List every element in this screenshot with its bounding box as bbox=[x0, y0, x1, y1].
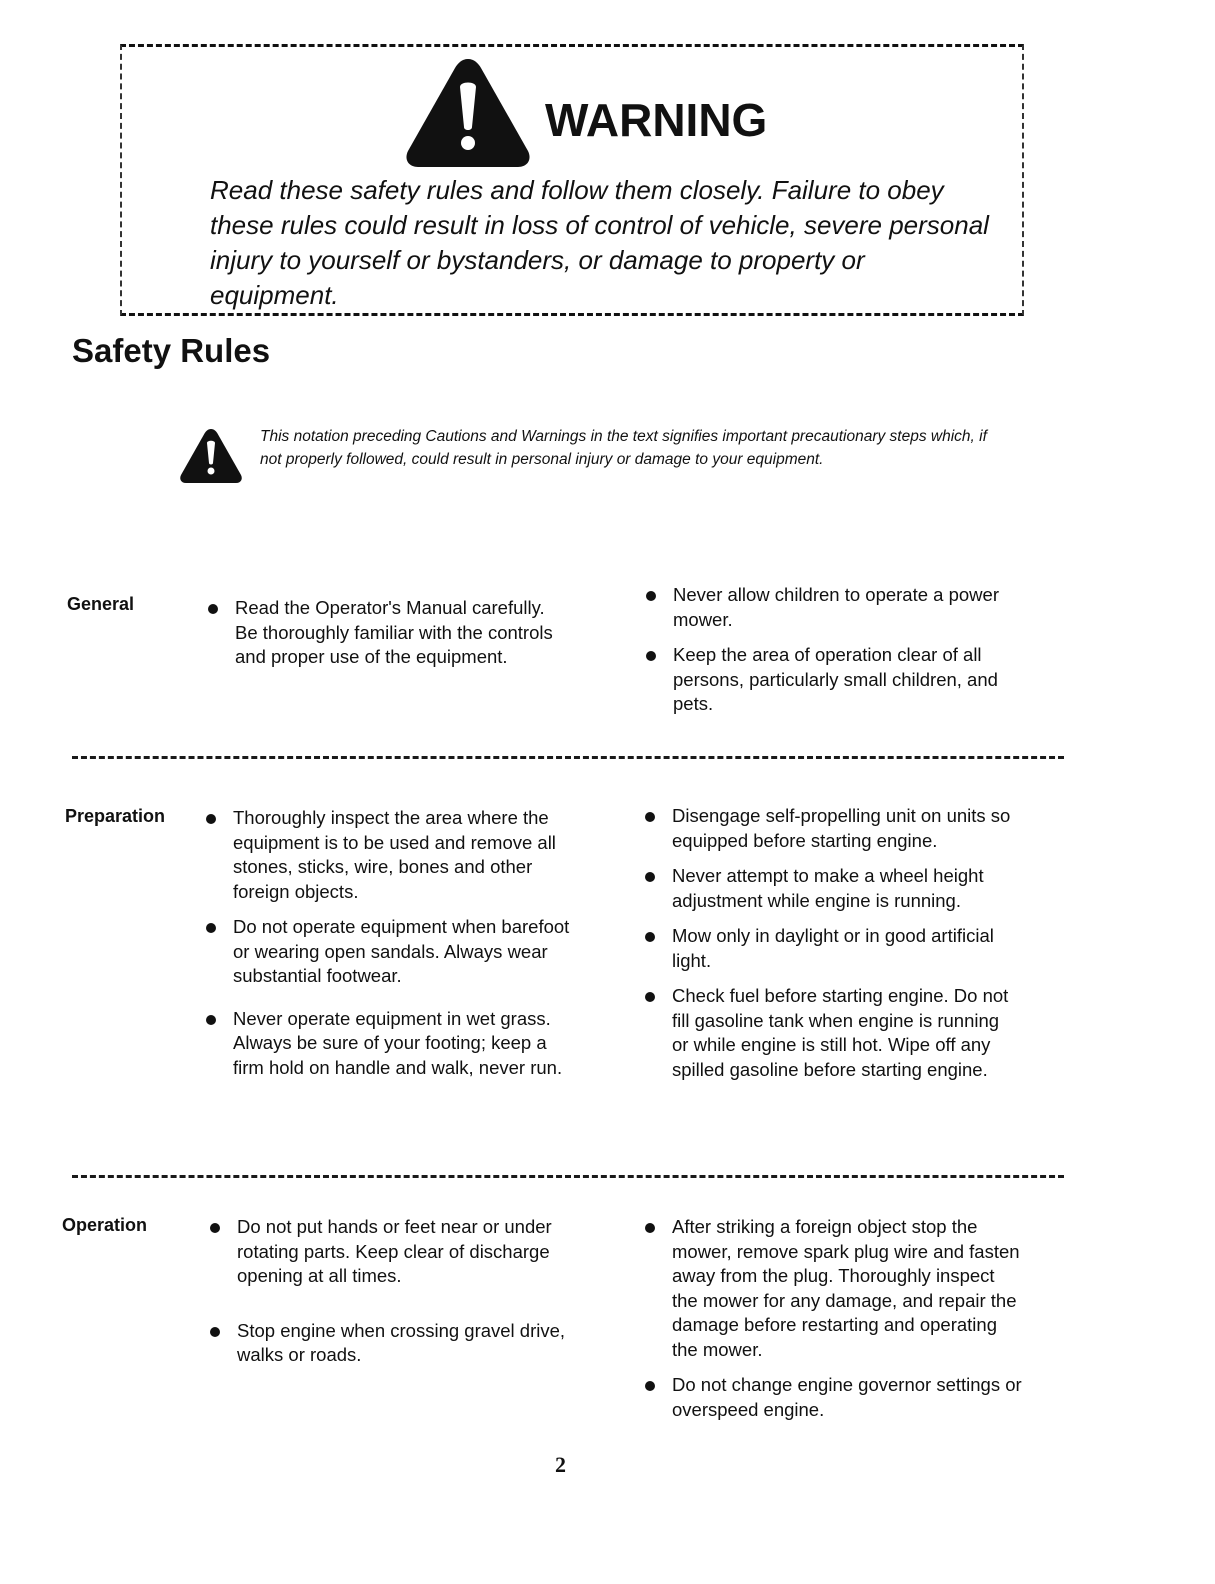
preparation-left-list bbox=[206, 806, 576, 1091]
bullet-icon bbox=[208, 604, 218, 614]
bullet-icon bbox=[206, 1015, 216, 1025]
general-left-list bbox=[208, 596, 568, 681]
bullet-icon bbox=[210, 1327, 220, 1337]
list-item: Stop engine when crossing gravel drive, walks or roads. bbox=[210, 1319, 580, 1368]
warning-box bbox=[120, 44, 1024, 316]
warning-header bbox=[402, 55, 822, 175]
bullet-icon bbox=[645, 1223, 655, 1233]
bullet-icon bbox=[646, 591, 656, 601]
section-divider bbox=[72, 1175, 1064, 1178]
warning-text: Read these safety rules and follow them closely. Failure to obey these rules could result in loss of control of vehicle, severe personal injury to yourself or bystanders, or damage to property or equipment. bbox=[210, 175, 989, 310]
bullet-icon bbox=[645, 932, 655, 942]
section-divider bbox=[72, 756, 1064, 759]
bullet-icon bbox=[645, 812, 655, 822]
bullet-icon bbox=[206, 923, 216, 933]
notation-text: This notation preceding Cautions and Warnings in the text signifies important precautionary steps which, if not properly followed, could result in personal injury or damage to your equipment. bbox=[260, 428, 987, 468]
bullet-icon bbox=[645, 872, 655, 882]
warning-triangle-icon bbox=[402, 55, 534, 171]
operation-left-list bbox=[210, 1215, 580, 1379]
page-title: Safety Rules bbox=[72, 332, 271, 369]
general-right-list bbox=[646, 583, 1016, 728]
list-item: Never allow children to operate a power mower. bbox=[646, 583, 1016, 632]
section-label-operation: Operation bbox=[62, 1215, 148, 1235]
section-label-preparation: Preparation bbox=[65, 806, 166, 826]
list-item: Thoroughly inspect the area where the equipment is to be used and remove all stones, sticks, wire, bones and other foreign objects. bbox=[206, 806, 576, 904]
list-item: Keep the area of operation clear of all persons, particularly small children, and pets. bbox=[646, 643, 1016, 717]
list-item: Do not put hands or feet near or under rotating parts. Keep clear of discharge opening at all times. bbox=[210, 1215, 580, 1289]
section-label-general: General bbox=[67, 594, 135, 614]
caution-triangle-icon bbox=[178, 426, 244, 486]
operation-right-list bbox=[645, 1215, 1025, 1433]
warning-title: WARNING bbox=[545, 94, 768, 146]
list-item: Check fuel before starting engine. Do not fill gasoline tank when engine is running or while engine is still hot. Wipe off any spilled gasoline before starting engine. bbox=[645, 984, 1020, 1082]
bullet-icon bbox=[210, 1223, 220, 1233]
list-item: Do not change engine governor settings or overspeed engine. bbox=[645, 1373, 1025, 1422]
bullet-icon bbox=[206, 814, 216, 824]
preparation-right-list bbox=[645, 804, 1020, 1093]
list-item: Never operate equipment in wet grass. Always be sure of your footing; keep a firm hold on handle and walk, never run. bbox=[206, 1007, 576, 1081]
list-item: After striking a foreign object stop the mower, remove spark plug wire and fasten away from the plug. Thoroughly inspect the mower for any damage, and repair the damage before restarting and operating the mower. bbox=[645, 1215, 1025, 1362]
bullet-icon bbox=[645, 1381, 655, 1391]
list-item: Mow only in daylight or in good artificial light. bbox=[645, 924, 1020, 973]
list-item: Do not operate equipment when barefoot or wearing open sandals. Always wear substantial footwear. bbox=[206, 915, 576, 989]
bullet-icon bbox=[646, 651, 656, 661]
bullet-icon bbox=[645, 992, 655, 1002]
list-item: Disengage self-propelling unit on units so equipped before starting engine. bbox=[645, 804, 1020, 853]
page-number: 2 bbox=[555, 1452, 566, 1477]
list-item: Never attempt to make a wheel height adjustment while engine is running. bbox=[645, 864, 1020, 913]
list-item: Read the Operator's Manual carefully. Be thoroughly familiar with the controls and proper use of the equipment. bbox=[208, 596, 568, 670]
